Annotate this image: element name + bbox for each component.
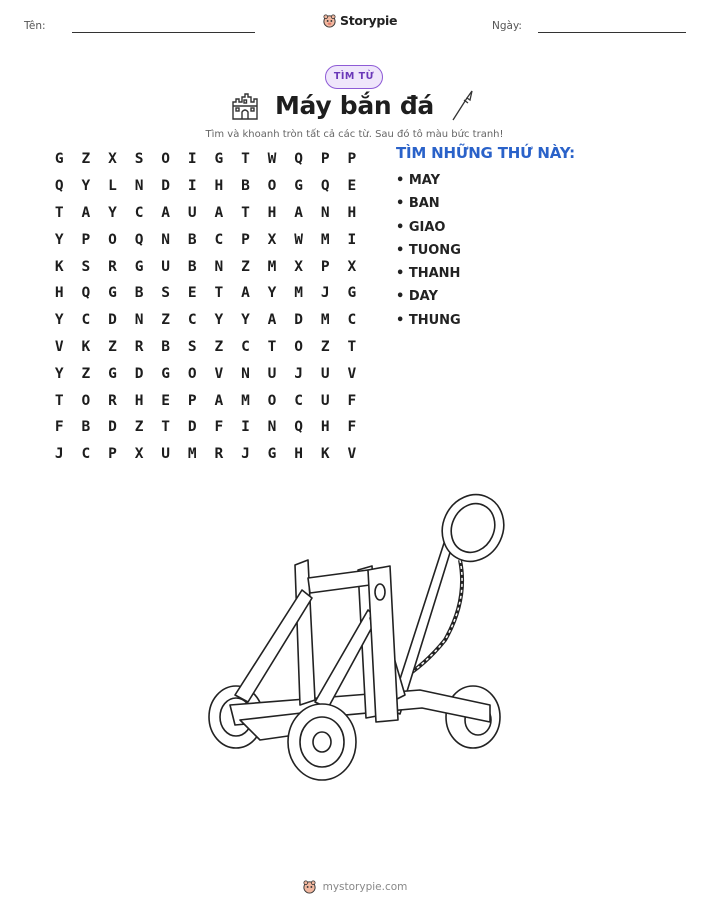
grid-cell[interactable]: H — [134, 392, 144, 409]
grid-cell[interactable]: Q — [294, 151, 303, 168]
grid-cell[interactable]: B — [81, 419, 91, 436]
word-item: • THUNG — [396, 312, 461, 328]
grid-cell[interactable]: D — [187, 419, 197, 436]
grid-cell[interactable]: Z — [214, 338, 224, 355]
word-search-grid — [46, 146, 365, 468]
grid-cell[interactable]: Y — [54, 231, 64, 248]
grid-cell[interactable]: P — [241, 231, 250, 248]
grid-cell[interactable]: M — [294, 285, 303, 302]
grid-cell[interactable]: O — [267, 178, 277, 195]
grid-cell[interactable]: A — [81, 204, 91, 221]
grid-cell[interactable]: T — [214, 285, 224, 302]
grid-row — [46, 173, 365, 200]
grid-cell[interactable]: T — [161, 419, 171, 436]
grid-cell[interactable]: Z — [134, 419, 144, 436]
words-heading: TÌM NHỮNG THỨ NÀY: — [396, 144, 575, 162]
grid-cell[interactable]: G — [134, 258, 144, 275]
grid-row — [46, 146, 365, 173]
grid-cell[interactable]: S — [81, 258, 91, 275]
grid-cell[interactable]: V — [347, 365, 357, 382]
page-title-container — [0, 91, 709, 120]
grid-cell[interactable]: N — [134, 312, 144, 329]
grid-cell[interactable]: H — [347, 204, 357, 221]
grid-cell[interactable]: A — [214, 392, 224, 409]
grid-row — [46, 226, 365, 253]
grid-row — [46, 360, 365, 387]
grid-cell[interactable]: O — [294, 338, 303, 355]
grid-cell[interactable]: R — [214, 446, 224, 463]
grid-cell[interactable]: Y — [241, 312, 250, 329]
grid-cell[interactable]: S — [134, 151, 144, 168]
grid-cell[interactable]: Z — [320, 338, 330, 355]
grid-cell[interactable]: B — [241, 178, 250, 195]
grid-cell[interactable]: C — [134, 204, 144, 221]
brand-name: Storypie — [340, 13, 398, 28]
grid-cell[interactable]: Y — [108, 204, 117, 221]
storypie-footer-logo-icon — [302, 879, 317, 894]
grid-cell[interactable]: Z — [161, 312, 171, 329]
name-label: Tên: — [24, 20, 46, 32]
grid-cell[interactable]: A — [241, 285, 250, 302]
grid-cell[interactable]: C — [347, 312, 357, 329]
grid-cell[interactable]: U — [267, 365, 277, 382]
grid-row — [46, 280, 365, 307]
footer — [0, 879, 709, 894]
grid-cell[interactable]: T — [347, 338, 357, 355]
grid-cell[interactable]: N — [241, 365, 250, 382]
grid-cell[interactable]: G — [108, 365, 117, 382]
grid-cell[interactable]: P — [108, 446, 117, 463]
grid-cell[interactable]: D — [134, 365, 144, 382]
grid-cell[interactable]: X — [267, 231, 277, 248]
grid-cell[interactable]: M — [267, 258, 277, 275]
date-label: Ngày: — [492, 20, 522, 32]
grid-cell[interactable]: B — [161, 338, 171, 355]
grid-cell[interactable]: F — [214, 419, 224, 436]
grid-cell[interactable]: R — [108, 258, 117, 275]
grid-row — [46, 334, 365, 361]
grid-row — [46, 414, 365, 441]
date-line[interactable] — [538, 32, 686, 33]
grid-cell[interactable]: O — [81, 392, 91, 409]
grid-row — [46, 387, 365, 414]
grid-cell[interactable]: F — [347, 419, 357, 436]
grid-row — [46, 441, 365, 468]
grid-row — [46, 200, 365, 227]
grid-cell[interactable]: L — [108, 178, 117, 195]
catapult-illustration — [190, 490, 520, 790]
grid-cell[interactable]: D — [108, 312, 117, 329]
grid-cell[interactable]: S — [187, 338, 197, 355]
grid-cell[interactable]: N — [134, 178, 144, 195]
grid-cell[interactable]: C — [81, 312, 91, 329]
word-item: • DAY — [396, 289, 438, 305]
grid-cell[interactable]: N — [320, 204, 330, 221]
grid-cell[interactable]: H — [294, 446, 303, 463]
grid-cell[interactable]: O — [108, 231, 117, 248]
grid-cell[interactable]: T — [241, 151, 250, 168]
grid-cell[interactable]: Z — [108, 338, 117, 355]
grid-cell[interactable]: H — [267, 204, 277, 221]
grid-cell[interactable]: P — [320, 258, 330, 275]
grid-cell[interactable]: G — [54, 151, 64, 168]
grid-cell[interactable]: Z — [81, 151, 91, 168]
page-title: Máy bắn đá — [274, 91, 434, 120]
grid-cell[interactable]: R — [108, 392, 117, 409]
grid-cell[interactable]: V — [214, 365, 224, 382]
grid-cell[interactable]: O — [267, 392, 277, 409]
grid-cell[interactable]: Q — [81, 285, 91, 302]
grid-cell[interactable]: F — [54, 419, 64, 436]
grid-cell[interactable]: I — [187, 178, 197, 195]
instructions: Tìm và khoanh tròn tất cả các từ. Sau đó tô màu bức tranh! — [205, 129, 504, 140]
grid-cell[interactable]: U — [161, 258, 171, 275]
grid-cell[interactable]: E — [187, 285, 197, 302]
word-search-badge: TÌM TỪ — [325, 65, 383, 89]
grid-cell[interactable]: G — [108, 285, 117, 302]
grid-cell[interactable]: X — [108, 151, 117, 168]
grid-cell[interactable]: H — [320, 419, 330, 436]
grid-cell[interactable]: U — [187, 204, 197, 221]
grid-cell[interactable]: Z — [81, 365, 91, 382]
grid-row — [46, 307, 365, 334]
grid-cell[interactable]: G — [294, 178, 303, 195]
footer-url[interactable]: mystorypie.com — [322, 880, 408, 893]
grid-cell[interactable]: M — [320, 231, 330, 248]
grid-cell[interactable]: Q — [320, 178, 330, 195]
grid-cell[interactable]: F — [347, 392, 357, 409]
grid-cell[interactable]: X — [134, 446, 144, 463]
word-item: • MAY — [396, 173, 441, 188]
spear-icon — [450, 90, 474, 122]
grid-cell[interactable]: H — [54, 285, 64, 302]
grid-cell[interactable]: T — [54, 392, 64, 409]
grid-cell[interactable]: H — [214, 178, 224, 195]
grid-cell[interactable]: S — [161, 285, 171, 302]
grid-cell[interactable]: G — [267, 446, 277, 463]
grid-cell[interactable]: P — [187, 392, 197, 409]
grid-cell[interactable]: Q — [294, 419, 303, 436]
grid-cell[interactable]: M — [187, 446, 197, 463]
grid-cell[interactable]: M — [241, 392, 250, 409]
grid-cell[interactable]: V — [347, 446, 357, 463]
brand — [322, 13, 397, 28]
grid-cell[interactable]: B — [134, 285, 144, 302]
grid-cell[interactable]: Y — [81, 178, 91, 195]
grid-cell[interactable]: I — [347, 231, 357, 248]
grid-cell[interactable]: V — [54, 338, 64, 355]
word-list — [396, 171, 461, 334]
grid-cell[interactable]: O — [161, 151, 171, 168]
grid-cell[interactable]: B — [187, 258, 197, 275]
grid-cell[interactable]: E — [347, 178, 357, 195]
grid-cell[interactable]: N — [161, 231, 171, 248]
grid-cell[interactable]: J — [54, 446, 64, 463]
grid-cell[interactable]: U — [320, 365, 330, 382]
grid-cell[interactable]: C — [187, 312, 197, 329]
grid-cell[interactable]: K — [81, 338, 91, 355]
grid-cell[interactable]: Q — [54, 178, 64, 195]
grid-cell[interactable]: X — [347, 258, 357, 275]
grid-cell[interactable]: P — [81, 231, 91, 248]
grid-row — [46, 253, 365, 280]
grid-cell[interactable]: P — [347, 151, 357, 168]
grid-cell[interactable]: K — [320, 446, 330, 463]
grid-cell[interactable]: Y — [267, 285, 277, 302]
grid-cell[interactable]: Y — [214, 312, 224, 329]
grid-cell[interactable]: W — [294, 231, 303, 248]
grid-cell[interactable]: I — [187, 151, 197, 168]
grid-cell[interactable]: Y — [54, 312, 64, 329]
grid-cell[interactable]: O — [187, 365, 197, 382]
grid-cell[interactable]: I — [241, 419, 250, 436]
grid-cell[interactable]: C — [214, 231, 224, 248]
grid-cell[interactable]: C — [81, 446, 91, 463]
grid-cell[interactable]: C — [241, 338, 250, 355]
word-item: • BAN — [396, 196, 440, 212]
grid-cell[interactable]: J — [241, 446, 250, 463]
grid-cell[interactable]: N — [267, 419, 277, 436]
grid-cell[interactable]: T — [241, 204, 250, 221]
grid-cell[interactable]: A — [267, 312, 277, 329]
grid-cell[interactable]: P — [320, 151, 330, 168]
grid-cell[interactable]: G — [214, 151, 224, 168]
grid-cell[interactable]: Q — [134, 231, 144, 248]
grid-cell[interactable]: T — [267, 338, 277, 355]
grid-cell[interactable]: W — [267, 151, 277, 168]
grid-cell[interactable]: R — [134, 338, 144, 355]
grid-cell[interactable]: G — [347, 285, 357, 302]
word-item: • GIAO — [396, 219, 446, 235]
grid-cell[interactable]: Z — [241, 258, 250, 275]
grid-cell[interactable]: K — [54, 258, 64, 275]
grid-cell[interactable]: T — [54, 204, 64, 221]
grid-cell[interactable]: A — [294, 204, 303, 221]
grid-cell[interactable]: U — [320, 392, 330, 409]
grid-cell[interactable]: J — [294, 365, 303, 382]
grid-cell[interactable]: A — [161, 204, 171, 221]
word-item: • TUONG — [396, 242, 461, 258]
grid-cell[interactable]: E — [161, 392, 171, 409]
grid-cell[interactable]: C — [294, 392, 303, 409]
grid-cell[interactable]: X — [294, 258, 303, 275]
word-item: • THANH — [396, 266, 461, 282]
grid-cell[interactable]: D — [108, 419, 117, 436]
grid-cell[interactable]: B — [187, 231, 197, 248]
grid-cell[interactable]: M — [320, 312, 330, 329]
name-line[interactable] — [72, 32, 255, 33]
grid-cell[interactable]: G — [161, 365, 171, 382]
grid-cell[interactable]: J — [320, 285, 330, 302]
grid-cell[interactable]: U — [161, 446, 171, 463]
grid-cell[interactable]: N — [214, 258, 224, 275]
grid-cell[interactable]: A — [214, 204, 224, 221]
grid-cell[interactable]: D — [294, 312, 303, 329]
grid-cell[interactable]: Y — [54, 365, 64, 382]
storypie-logo-icon — [322, 13, 337, 28]
grid-cell[interactable]: D — [161, 178, 171, 195]
